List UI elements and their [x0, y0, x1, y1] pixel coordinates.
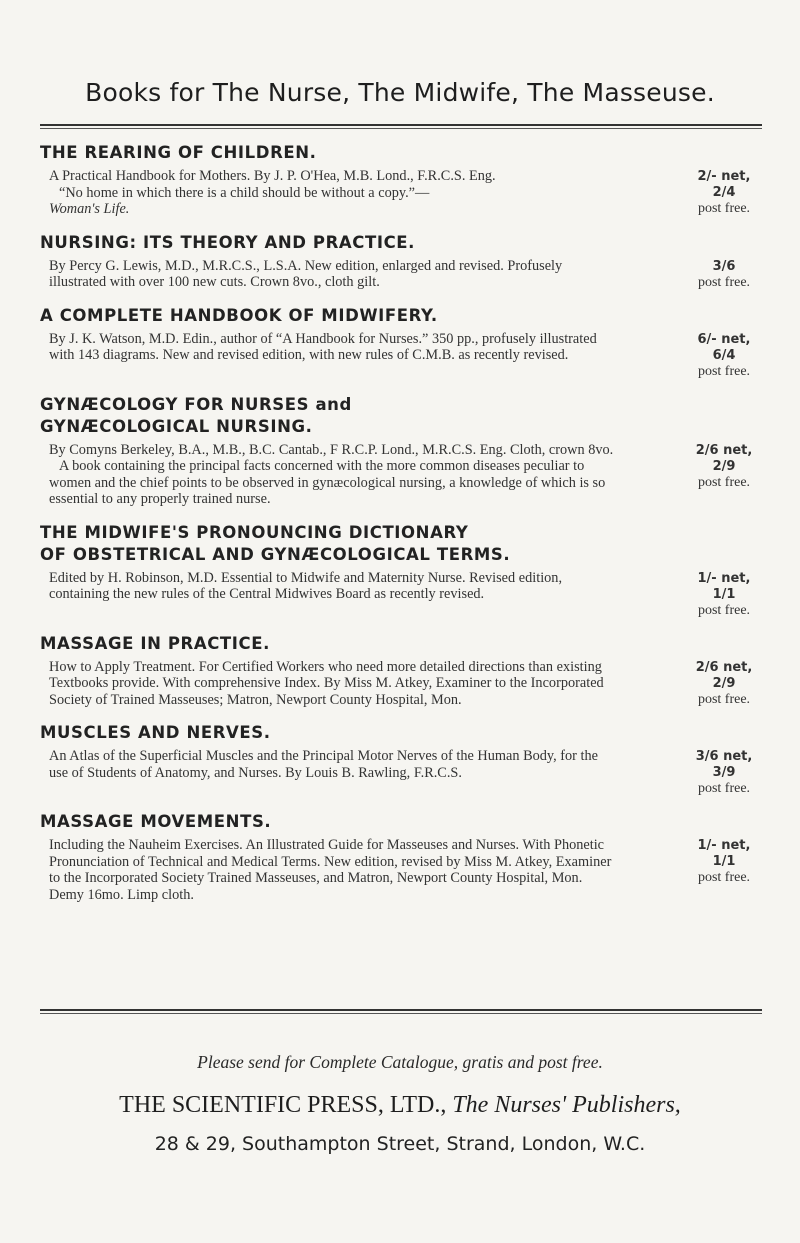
book-price [684, 748, 764, 797]
catalogue-note: Please send for Complete Catalogue, gratis and post free. [197, 1052, 603, 1072]
book-list [40, 142, 764, 917]
bottom-rule [40, 1009, 762, 1011]
book-description [49, 442, 619, 508]
book-entry-nursing-theory [40, 232, 764, 291]
description-line: By Percy G. Lewis, M.D., M.R.C.S., L.S.A. New edition, enlarged and revised. Profusely illustrated with over 100 new cuts. Crown 8vo., cloth gilt. [49, 257, 563, 290]
price-note: post free. [697, 781, 751, 796]
description-line: An Atlas of the Superficial Muscles and the Principal Motor Nerves of the Human Body, for the use of Students of Anatomy, and Nurses. By Louis B. Rawling, F.R.C.S. [49, 748, 598, 781]
price-note: post free. [697, 474, 751, 490]
book-description [49, 258, 619, 291]
book-title: A COMPLETE HANDBOOK OF MIDWIFERY. [40, 305, 438, 325]
book-description [49, 331, 619, 380]
price-net: 1/- net, [697, 570, 751, 586]
book-description [49, 837, 619, 903]
price-post: 3/9 [712, 765, 736, 780]
book-title: MUSCLES AND NERVES. [40, 723, 271, 742]
book-entry-pronouncing-dictionary [40, 522, 764, 619]
top-rule-thin [40, 128, 762, 129]
book-entry-massage-in-practice [40, 633, 764, 709]
description-quote: “No home in which there is a child should be without a copy.”— [59, 184, 430, 201]
description-line: A Practical Handbook for Mothers. By J. P. O'Hea, M.B. Lond., F.R.C.S. Eng. [49, 168, 496, 184]
price-note: post free. [697, 602, 751, 618]
book-price [684, 659, 764, 709]
book-title: THE REARING OF CHILDREN. [40, 143, 317, 162]
book-price [684, 570, 764, 619]
price-note: post free. [697, 691, 751, 707]
bottom-rule-thin [40, 1013, 762, 1014]
book-description [49, 570, 619, 619]
description-line: By J. K. Watson, M.D. Edin., author of “A Handbook for Nurses.” 350 pp., profusely illustrated with 143 diagrams. New and revised edition, with new rules of C.M.B. as recently revised. [49, 330, 597, 363]
price-net: 2/6 net, [695, 659, 753, 675]
book-title: THE MIDWIFE'S PRONOUNCING DICTIONARY OF OBSTETRICAL AND GYNÆCOLOGICAL TERMS. [40, 522, 511, 564]
book-entry-muscles-and-nerves [40, 722, 764, 797]
description-line: How to Apply Treatment. For Certified Workers who need more detailed directions than existing Textbooks provide. With comprehensive Index. By Miss M. Atkey, Examiner to the Incorporated Society of Trained Masseuses; Matron, Newport County Hospital, Mon. [49, 658, 604, 708]
book-entry-rearing-of-children [40, 142, 764, 218]
price-net: 3/6 [712, 258, 736, 274]
book-price [684, 442, 764, 508]
description-line: Edited by H. Robinson, M.D. Essential to Midwife and Maternity Nurse. Revised edition, containing the new rules of the Central Midwives Board as recently revised. [49, 569, 563, 602]
book-title: MASSAGE MOVEMENTS. [40, 812, 272, 831]
book-price [684, 258, 764, 291]
price-post: 6/4 [712, 347, 736, 363]
description-line: By Comyns Berkeley, B.A., M.B., B.C. Cantab., F R.C.P. Lond., M.R.C.S. Eng. Cloth, crown 8vo. [49, 441, 614, 458]
publisher-tagline: The Nurses' Publishers, [452, 1092, 681, 1118]
price-note: post free. [697, 870, 751, 885]
price-net: 6/- net, [697, 331, 751, 347]
description-source: Woman's Life. [49, 201, 130, 217]
book-price [684, 837, 764, 903]
price-note: post free. [697, 201, 751, 216]
book-price [684, 331, 764, 380]
description-line: A book containing the principal facts concerned with the more common diseases peculiar to women and the chief points to be observed in gynæcological nursing, a knowledge of which is so essential to any properly trained nurse. [49, 458, 606, 507]
price-post: 1/1 [712, 586, 736, 602]
top-rule [40, 124, 762, 126]
publisher-line [0, 1092, 800, 1119]
book-entry-midwifery [40, 305, 764, 380]
book-description [49, 168, 619, 218]
book-description [49, 748, 619, 797]
book-title: NURSING: ITS THEORY AND PRACTICE. [40, 232, 416, 252]
price-post: 1/1 [712, 854, 736, 869]
page-header: Books for The Nurse, The Midwife, The Masseuse. [85, 78, 715, 107]
price-net: 1/- net, [697, 838, 751, 853]
price-net: 3/6 net, [695, 749, 753, 764]
publisher-address: 28 & 29, Southampton Street, Strand, London, W.C. [154, 1133, 646, 1155]
description-line: Including the Nauheim Exercises. An Illustrated Guide for Masseuses and Nurses. With Phonetic Pronunciation of Technical and Medical Terms. New edition, revised by Miss M. Atkey, Examiner to the Incorporated Society Trained Masseuses, and Matron, Newport County Hospital, Mon. Demy 16mo. Limp cloth. [49, 837, 612, 903]
book-entry-gynaecology [40, 394, 764, 508]
book-title: GYNÆCOLOGY FOR NURSES and GYNÆCOLOGICAL NURSING. [40, 394, 352, 436]
price-post: 2/4 [712, 185, 736, 200]
price-net: 2/- net, [697, 169, 751, 184]
price-note: post free. [697, 363, 751, 379]
price-note: post free. [697, 274, 751, 290]
book-description [49, 659, 619, 709]
price-net: 2/6 net, [695, 442, 753, 458]
book-price [684, 168, 764, 218]
price-post: 2/9 [712, 675, 736, 691]
book-title: MASSAGE IN PRACTICE. [40, 633, 270, 653]
publisher-name: THE SCIENTIFIC PRESS, LTD., [119, 1092, 447, 1118]
book-entry-massage-movements [40, 811, 764, 903]
price-post: 2/9 [712, 458, 736, 474]
